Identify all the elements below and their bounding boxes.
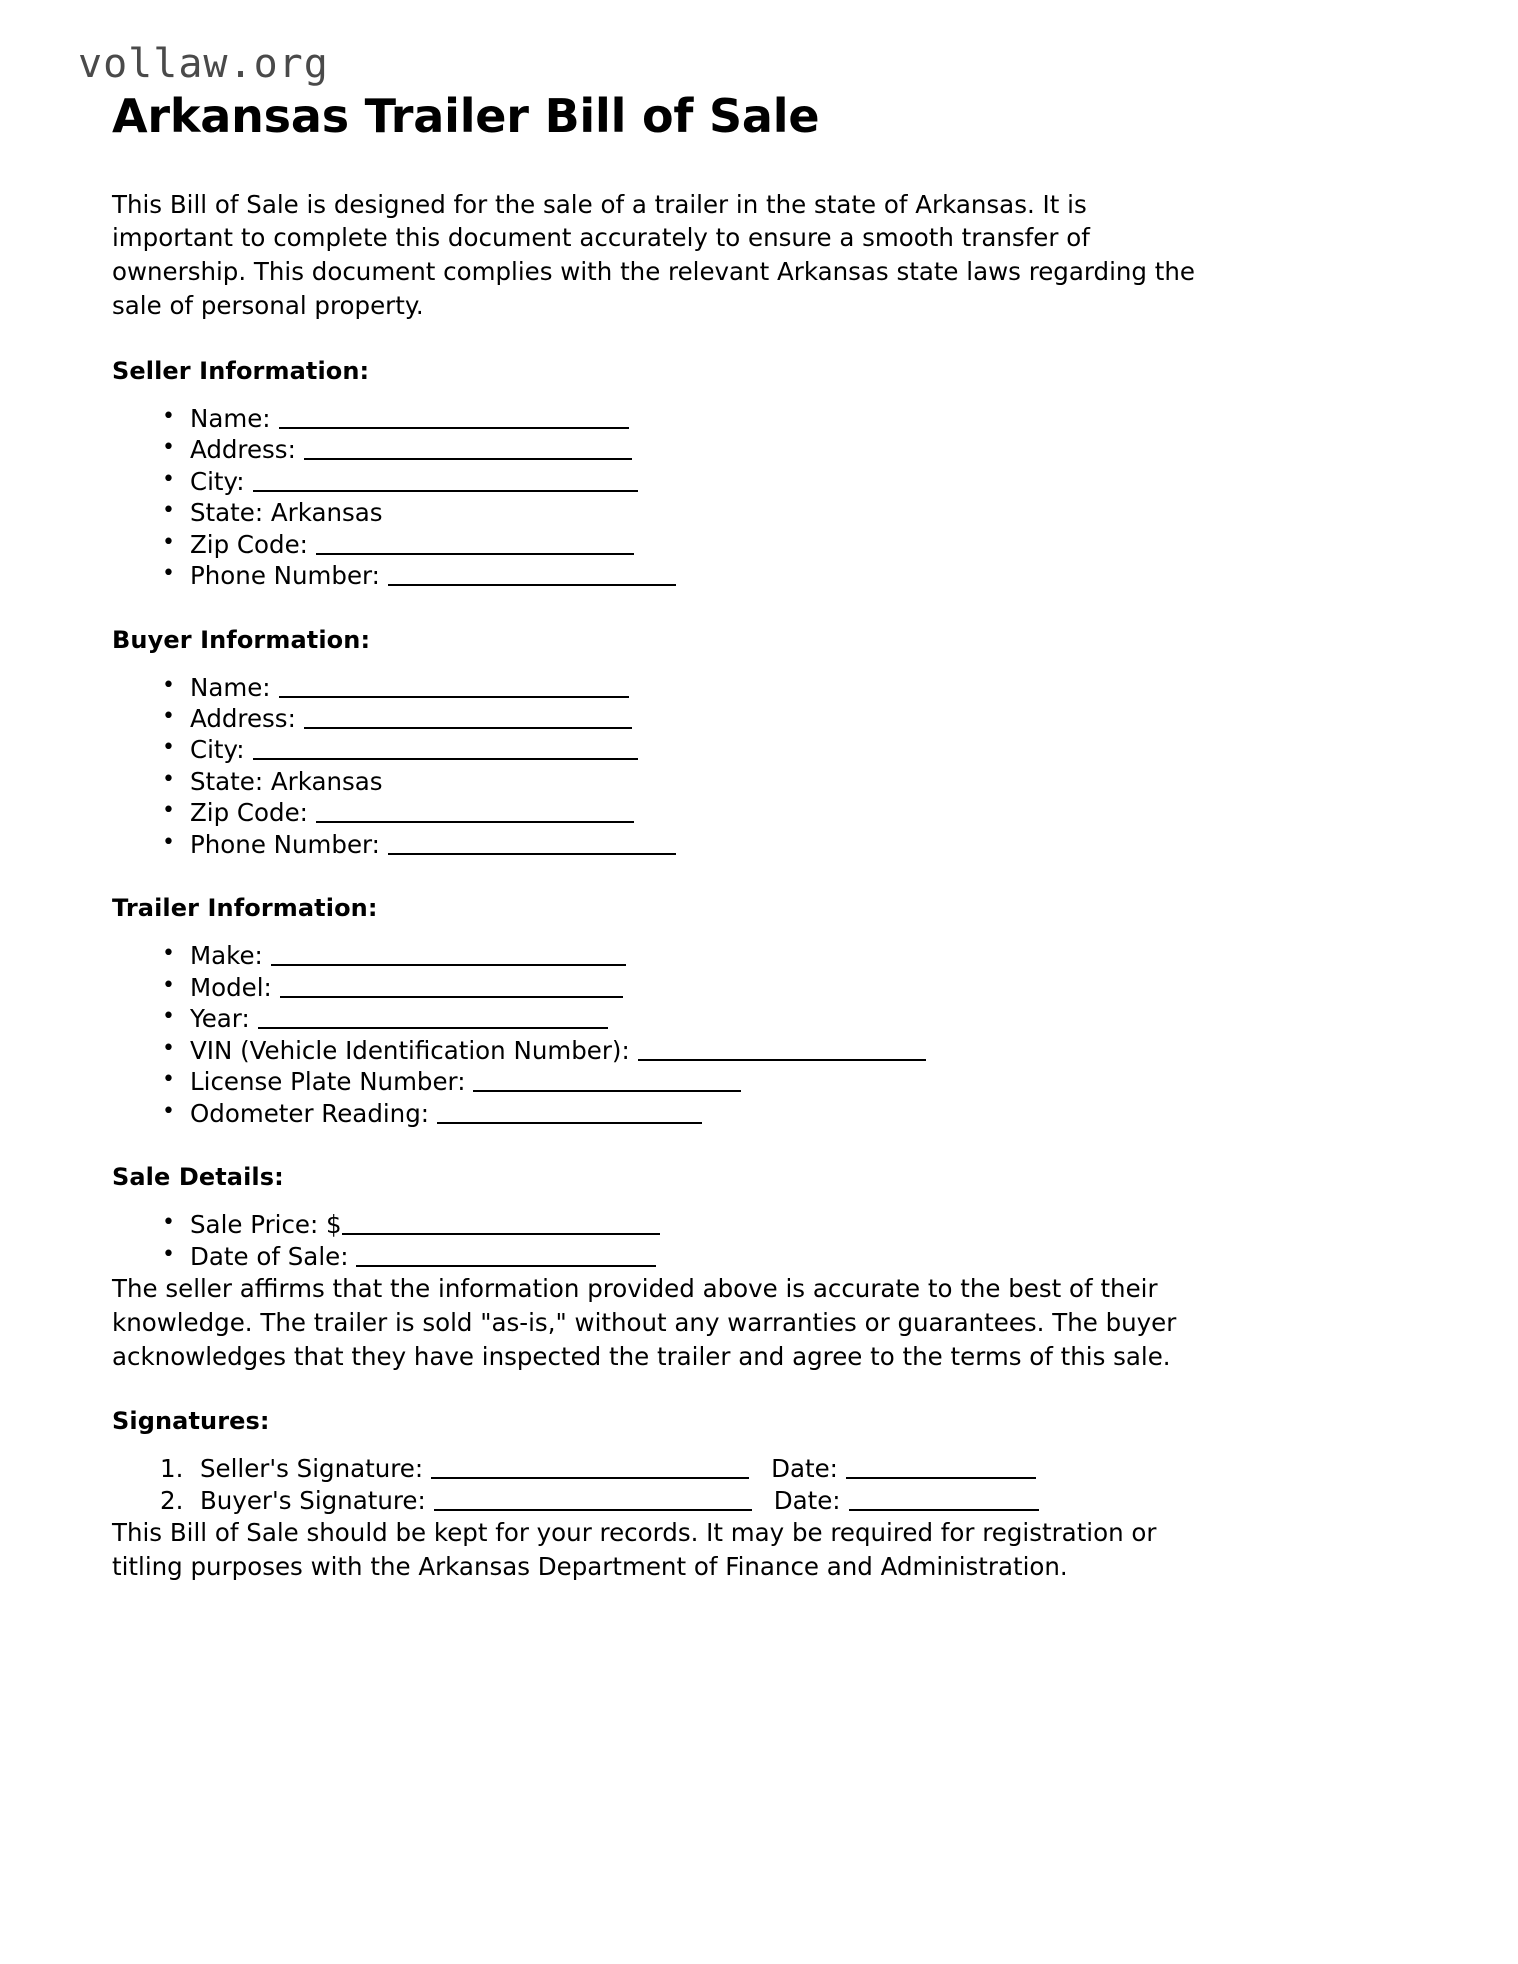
form-field-row: [158, 529, 1403, 560]
fill-in-blank[interactable]: [253, 466, 638, 491]
form-field-row: [158, 497, 1403, 528]
form-field-row: [158, 403, 1403, 434]
field-label: Date of Sale:: [190, 1241, 349, 1271]
fill-in-blank[interactable]: [388, 830, 676, 855]
fill-in-blank[interactable]: [638, 1035, 926, 1060]
form-field-row: [158, 672, 1403, 703]
section-heading-buyer: Buyer Information:: [112, 625, 371, 654]
signature-blank[interactable]: [434, 1486, 752, 1511]
affirmation-paragraph: The seller affirms that the information provided above is accurate to the best of their knowledge. The trailer is sold "as-is," without any warranties or guarantees. The buyer acknowledges that they have inspected the trailer and agree to the terms of this sale.: [112, 1274, 1177, 1371]
field-label: Phone Number:: [190, 829, 380, 859]
field-label: Odometer Reading:: [190, 1098, 430, 1128]
signature-blank[interactable]: [431, 1454, 749, 1479]
fill-in-blank[interactable]: [271, 941, 626, 966]
fill-in-blank[interactable]: [356, 1241, 656, 1266]
section-heading-signatures: Signatures:: [112, 1407, 270, 1436]
signature-list: [112, 1453, 1403, 1516]
form-field-row: [158, 466, 1403, 497]
fill-in-blank[interactable]: [253, 735, 638, 760]
fill-in-blank[interactable]: [279, 672, 629, 697]
form-field-row: [158, 1003, 1403, 1034]
field-value: Arkansas: [263, 498, 383, 528]
field-label: City:: [190, 466, 245, 496]
field-label: Address:: [190, 703, 296, 733]
trailer-field-list: [112, 940, 1403, 1129]
field-value: Arkansas: [263, 766, 383, 796]
form-field-row: [158, 434, 1403, 465]
field-label: State:: [190, 498, 264, 528]
form-field-row: [158, 1066, 1403, 1097]
date-blank[interactable]: [849, 1486, 1039, 1511]
form-field-row: [158, 703, 1403, 734]
field-label: Year:: [190, 1004, 250, 1034]
site-brand: vollaw.org: [78, 41, 329, 87]
form-field-row: [158, 797, 1403, 828]
fill-in-blank[interactable]: [316, 798, 634, 823]
fill-in-blank[interactable]: [342, 1210, 660, 1235]
section-heading-trailer: Trailer Information:: [112, 894, 378, 923]
signature-row: [158, 1453, 1403, 1484]
form-field-row: [158, 829, 1403, 860]
field-label: State:: [190, 766, 264, 796]
fill-in-blank[interactable]: [258, 1004, 608, 1029]
fill-in-blank[interactable]: [279, 403, 629, 428]
fill-in-blank[interactable]: [280, 973, 623, 998]
form-field-row: [158, 940, 1403, 971]
form-field-row: [158, 1035, 1403, 1066]
field-label: License Plate Number:: [190, 1067, 466, 1097]
field-label: Sale Price: $: [190, 1210, 342, 1240]
field-label: Model:: [190, 972, 272, 1002]
field-label: Name:: [190, 672, 271, 702]
fill-in-blank[interactable]: [304, 704, 632, 729]
field-label: Make:: [190, 941, 263, 971]
fill-in-blank[interactable]: [473, 1067, 741, 1092]
field-label: Phone Number:: [190, 561, 380, 591]
buyer-field-list: [112, 672, 1403, 861]
form-field-row: [158, 1209, 1403, 1240]
signature-label: Buyer's Signature:: [200, 1485, 426, 1515]
date-label: Date:: [771, 1454, 838, 1484]
field-label: Zip Code:: [190, 798, 308, 828]
date-blank[interactable]: [846, 1454, 1036, 1479]
form-field-row: [158, 766, 1403, 797]
fill-in-blank[interactable]: [437, 1098, 702, 1123]
form-field-row: [158, 560, 1403, 591]
document-body: [78, 188, 1423, 1584]
date-label: Date:: [773, 1485, 841, 1515]
signature-row: [158, 1485, 1403, 1516]
signature-label: Seller's Signature:: [200, 1454, 424, 1484]
section-heading-seller: Seller Information:: [112, 356, 370, 385]
field-label: City:: [190, 735, 245, 765]
fill-in-blank[interactable]: [388, 561, 676, 586]
fill-in-blank[interactable]: [304, 435, 632, 460]
form-field-row: [158, 1098, 1403, 1129]
field-label: Address:: [190, 435, 296, 465]
page-title: Arkansas Trailer Bill of Sale: [112, 89, 820, 143]
form-field-row: [158, 972, 1403, 1003]
intro-paragraph: This Bill of Sale is designed for the sale of a trailer in the state of Arkansas. It is important to complete this document accurately to ensure a smooth transfer of ownership. This document complies with the relevant Arkansas state laws regarding the sale of personal property.: [112, 189, 1195, 320]
seller-field-list: [112, 403, 1403, 592]
closing-paragraph: This Bill of Sale should be kept for your records. It may be required for registration or titling purposes with the Arkansas Department of Finance and Administration.: [112, 1518, 1157, 1582]
form-field-row: [158, 1241, 1403, 1272]
section-heading-sale-details: Sale Details:: [112, 1163, 284, 1192]
field-label: VIN (Vehicle Identification Number):: [190, 1035, 630, 1065]
field-label: Name:: [190, 403, 271, 433]
fill-in-blank[interactable]: [316, 529, 634, 554]
sale-details-field-list: [112, 1209, 1403, 1272]
field-label: Zip Code:: [190, 529, 308, 559]
form-field-row: [158, 734, 1403, 765]
